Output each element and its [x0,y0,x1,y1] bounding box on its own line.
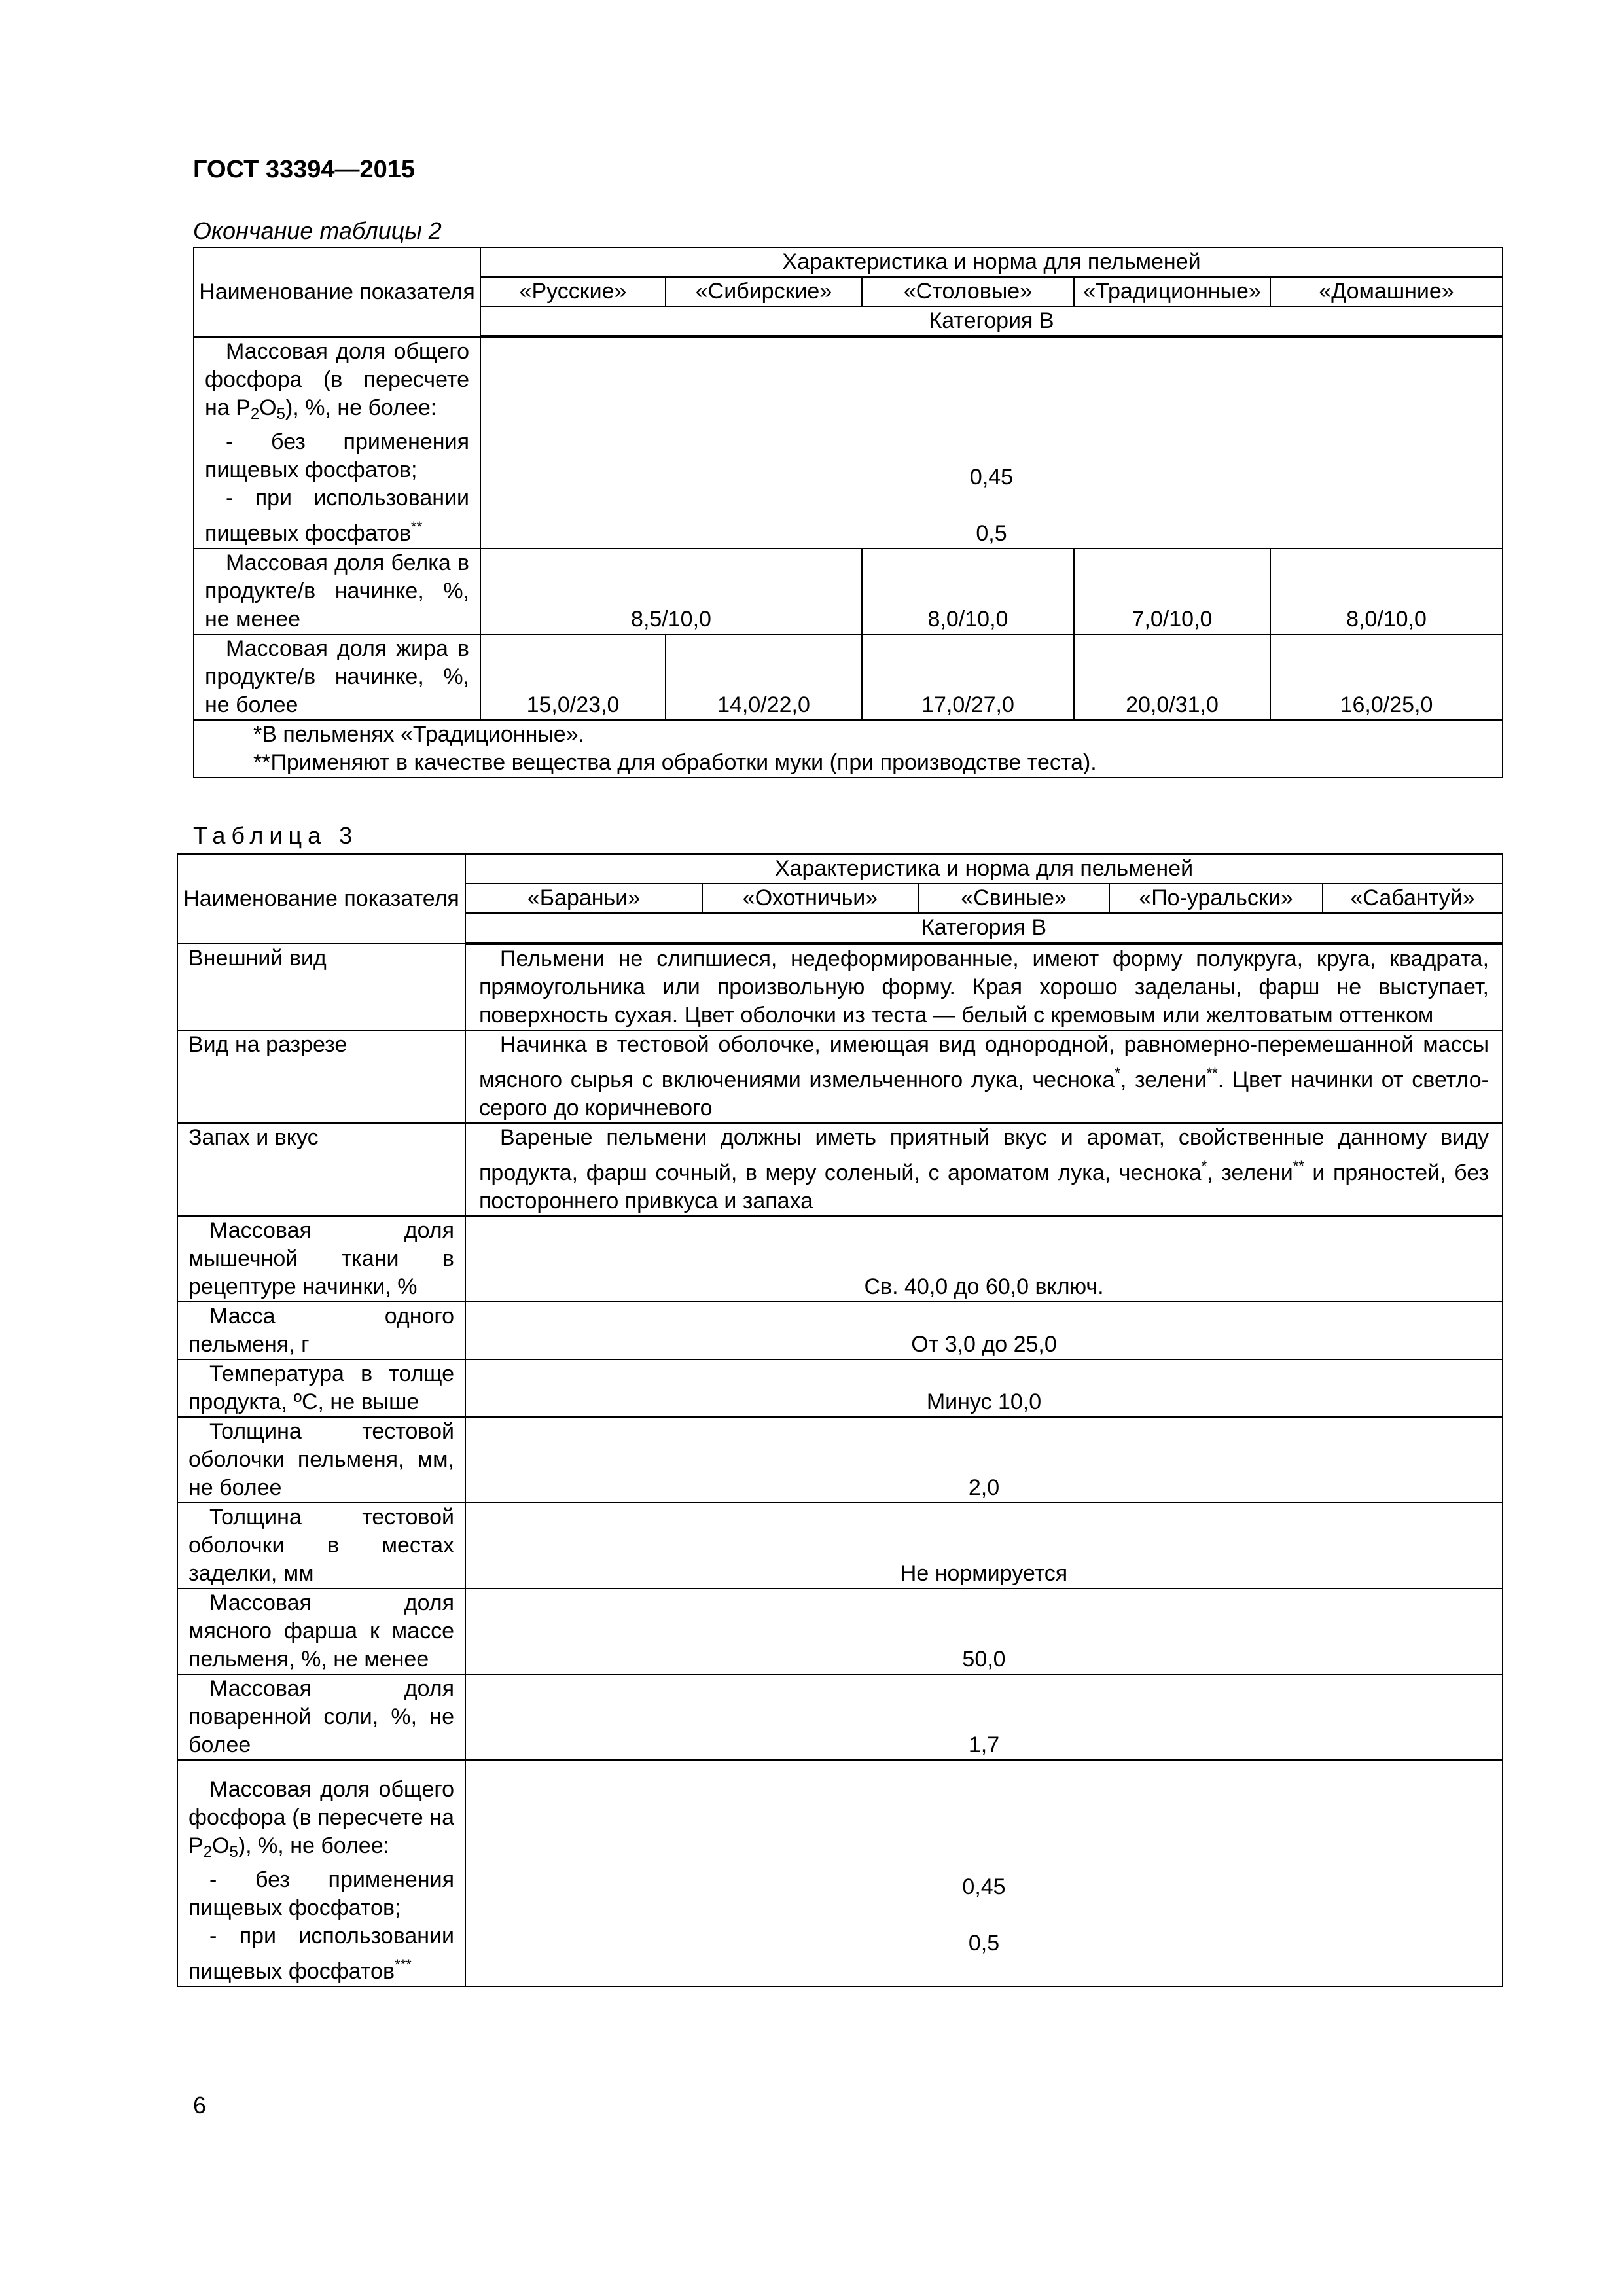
phosphorus-values: 0,45 0,5 [465,1760,1503,1986]
table-row [194,634,1503,720]
table-row [177,1302,1503,1359]
table-row [177,1674,1503,1760]
table3-variety: «Охотничьи» [702,884,918,913]
table-3 [177,853,1503,1987]
table3-caption: Таблица 3 [193,822,359,849]
table3-variety: «Сабантуй» [1323,884,1503,913]
salt-value: 1,7 [465,1674,1503,1760]
muscle-value: Св. 40,0 до 60,0 включ. [465,1216,1503,1302]
table-row [194,337,1503,548]
table3-variety: «Бараньи» [465,884,702,913]
row-name-meat-share: Массовая доля мясного фарша к массе пельменя, %, не менее [177,1588,465,1674]
meat-share-value: 50,0 [465,1588,1503,1674]
table2-variety: «Традиционные» [1074,277,1270,306]
row-name-salt: Массовая доля поваренной соли, %, не более [177,1674,465,1760]
table-row [177,1123,1503,1216]
table2-header-name: Наименование показателя [194,247,480,337]
mass-value: От 3,0 до 25,0 [465,1302,1503,1359]
appearance-value: Пельмени не слипшиеся, недеформированные, имеют форму полукруга, круга, квадрата, прямоугольника или произвольную форму. Края хорошо заделаны, фарш не выступает, поверхность сухая. Цвет оболочки из теста — белый с кремовым или желтоватым оттенком [465,944,1503,1031]
table2-variety: «Русские» [480,277,666,306]
footnote: *В пельменях «Традиционные». [253,721,585,747]
table-row [177,944,1503,1031]
seam-value: Не нормируется [465,1503,1503,1588]
protein-value: 8,5/10,0 [480,548,862,634]
row-name-cut: Вид на разрезе [177,1030,465,1123]
table3-variety: «Свиные» [918,884,1109,913]
table2-variety: «Столовые» [862,277,1074,306]
table3-category: Категория В [465,913,1503,944]
cut-value: Начинка в тестовой оболочке, имеющая вид однородной, равномерно-перемешанной массы мясного сырья с включениями измельченного лука, чеснока*, зелени**. Цвет начинки от светло-серого до коричневого [465,1030,1503,1123]
temperature-value: Минус 10,0 [465,1359,1503,1417]
table2-header-row [194,247,1503,277]
fat-value: 16,0/25,0 [1270,634,1503,720]
table3-variety: «По-уральски» [1109,884,1323,913]
row-name-fat: Массовая доля жира в продукте/в начинке, %, не более [194,634,480,720]
table-row [177,1588,1503,1674]
footnotes [194,720,1503,778]
table3-header-name: Наименование показателя [177,854,465,944]
table-row [194,548,1503,634]
table-row [177,1503,1503,1588]
table-row [177,1760,1503,1986]
table2-header-group: Характеристика и норма для пельменей [480,247,1503,277]
table2-variety: «Домашние» [1270,277,1503,306]
fat-value: 20,0/31,0 [1074,634,1270,720]
protein-value: 7,0/10,0 [1074,548,1270,634]
table-row [177,1216,1503,1302]
taste-value: Вареные пельмени должны иметь приятный вкус и аромат, свойственные данному виду продукта, фарш сочный, в меру соленый, с ароматом лука, чеснока*, зелени** и пряностей, без постороннего привкуса и запаха [465,1123,1503,1216]
table-row [177,1417,1503,1503]
row-name-phosphorus: Массовая доля общего фосфора (в пересчете на $P_2O_5$), %, не более: - без применения пищевых фосфатов; - при использовании пищевых фосфатов*** [177,1760,465,1986]
row-name-thickness: Толщина тестовой оболочки пельменя, мм, не более [177,1417,465,1503]
fat-value: 15,0/23,0 [480,634,666,720]
fat-value: 17,0/27,0 [862,634,1074,720]
row-name-phosphorus: Массовая доля общего фосфора (в пересчете на $P_2O_5$), %, не более: - без применения пищевых фосфатов; - при использовании пищевых фосфатов** [194,337,480,548]
row-name-appearance: Внешний вид [177,944,465,1031]
row-name-mass: Масса одного пельменя, г [177,1302,465,1359]
table3-header-row [177,854,1503,884]
page-number: 6 [193,2092,207,2119]
thickness-value: 2,0 [465,1417,1503,1503]
phosphorus-values: 0,45 0,5 [480,337,1503,548]
table-row [177,1359,1503,1417]
row-name-taste: Запах и вкус [177,1123,465,1216]
row-name-temperature: Температура в толще продукта, ºС, не выше [177,1359,465,1417]
protein-value: 8,0/10,0 [862,548,1074,634]
table2-caption: Окончание таблицы 2 [193,217,442,244]
table-row [177,1030,1503,1123]
table3-header-group: Характеристика и норма для пельменей [465,854,1503,884]
protein-value: 8,0/10,0 [1270,548,1503,634]
table2-footnotes [194,720,1503,778]
document-code: ГОСТ 33394—2015 [193,156,416,183]
row-name-muscle: Массовая доля мышечной ткани в рецептуре начинки, % [177,1216,465,1302]
footnote: **Применяют в качестве вещества для обработки муки (при производстве теста). [253,749,1097,775]
table-2 [193,247,1503,778]
row-name-protein: Массовая доля белка в продукте/в начинке, %, не менее [194,548,480,634]
row-name-seam: Толщина тестовой оболочки в местах заделки, мм [177,1503,465,1588]
table2-variety: «Сибирские» [666,277,862,306]
table2-category: Категория В [480,306,1503,337]
fat-value: 14,0/22,0 [666,634,862,720]
